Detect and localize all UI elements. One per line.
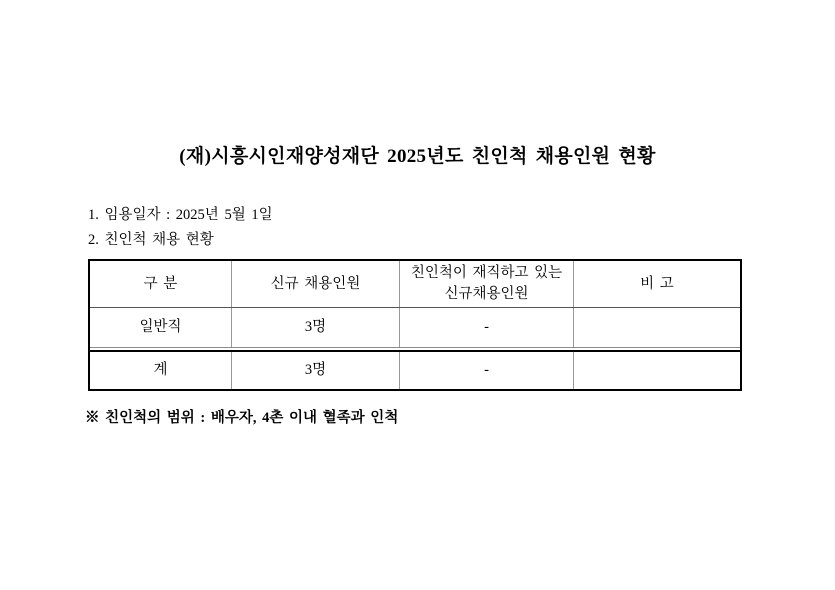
header-label: 비 고 [640, 275, 674, 292]
cell-category: 일반직 [90, 308, 232, 347]
header-cell-new-hires [232, 261, 400, 307]
header-cell-related-in-service [400, 261, 574, 307]
table-row-total [90, 350, 740, 389]
cell-new-hires: 3명 [232, 352, 400, 389]
numbered-list [88, 203, 273, 253]
cell-note [574, 308, 740, 347]
header-cell-category [90, 261, 232, 307]
header-label-line1: 친인척이 재직하고 있는 [410, 265, 563, 281]
list-item-appointment-date: 1. 임용일자 : 2025년 5월 1일 [88, 207, 273, 223]
table-header-row [90, 261, 740, 308]
list-item-relative-hiring-status: 2. 친인척 채용 현황 [88, 232, 214, 248]
header-label: 구 분 [143, 275, 178, 292]
cell-note [574, 352, 740, 389]
header-label: 신규 채용인원 [270, 275, 361, 292]
table-row-general [90, 308, 740, 348]
cell-new-hires: 3명 [232, 308, 400, 347]
header-label-line2: 신규채용인원 [444, 286, 529, 302]
cell-related-in-service: - [400, 352, 574, 389]
header-cell-note [574, 261, 740, 307]
cell-category: 계 [90, 352, 232, 389]
footnote-relative-scope: ※ 친인척의 범위 : 배우자, 4촌 이내 혈족과 인척 [85, 410, 399, 426]
cell-related-in-service: - [400, 308, 574, 347]
document-title: (재)시흥시인재양성재단 2025년도 친인척 채용인원 현황 [179, 146, 656, 167]
relative-hiring-table [88, 259, 742, 391]
